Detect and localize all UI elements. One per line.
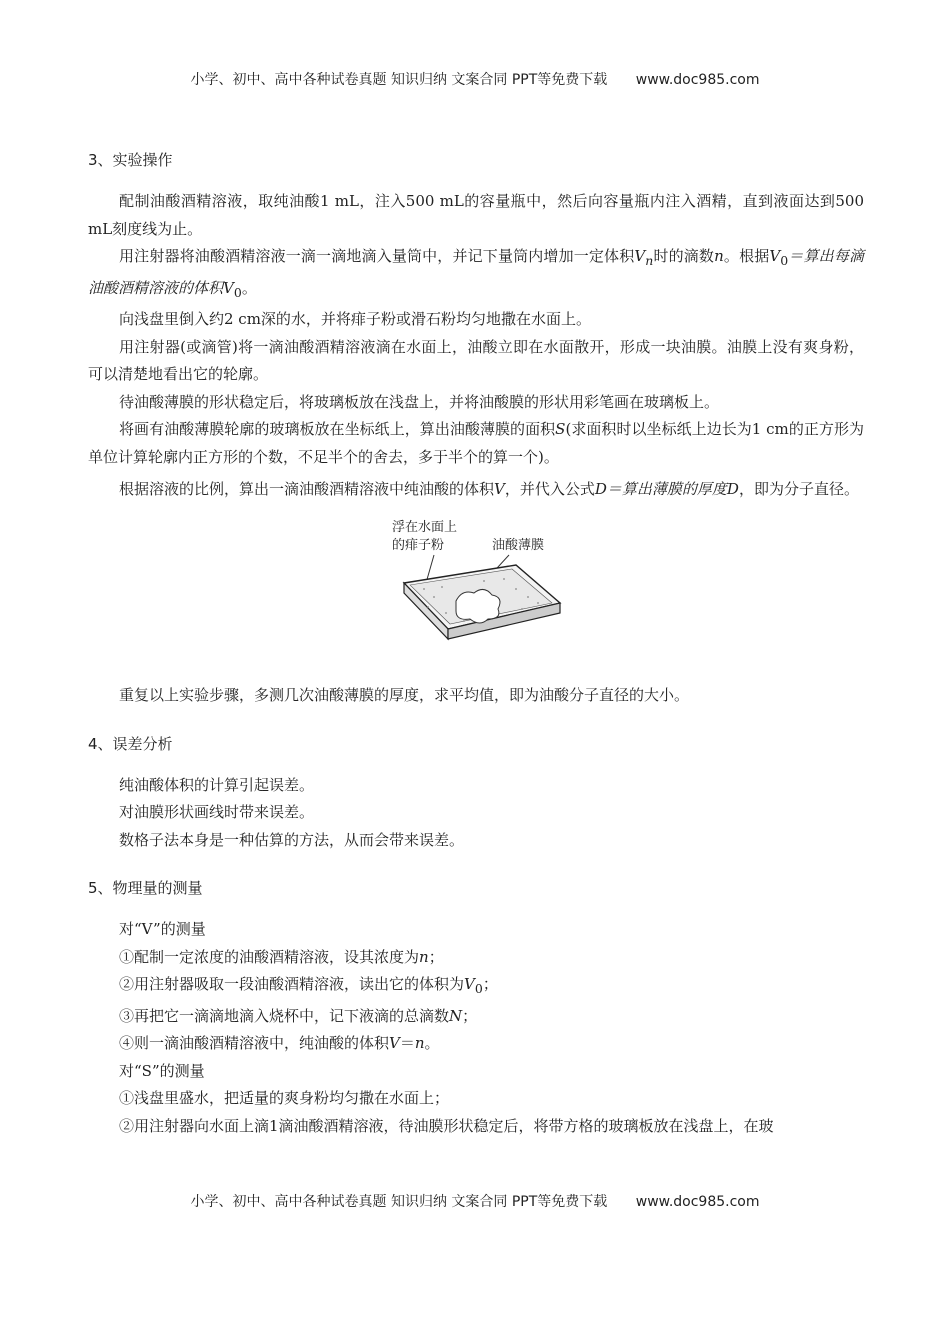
footer-text: 小学、初中、高中各种试卷真题 知识归纳 文案合同 PPT等免费下载 [190,1194,608,1210]
error-item-1: 纯油酸体积的计算引起误差。 [119,775,315,794]
section3-paragraph-7: 根据溶液的比例，算出一滴油酸酒精溶液中纯油酸的体积V，并代入公式D＝算出薄膜的厚度D，即为分子直径。 [119,480,859,498]
section3-paragraph-3: 向浅盘里倒入约2 cm深的水，并将痱子粉或滑石粉均匀地撒在水面上。 [119,310,591,328]
tray-illustration [392,517,564,667]
error-item-2: 对油膜形状画线时带来误差。 [119,803,315,821]
s-step-2: ②用注射器向水面上滴1滴油酸酒精溶液，待油膜形状稳定后，将带方格的玻璃板放在浅盘上，在玻 [119,1116,774,1135]
section3-paragraph-6: 将画有油酸薄膜轮廓的玻璃板放在坐标纸上，算出油酸薄膜的面积S(求面积时以坐标纸上边长为1 cm的正方形为单位计算轮廓内正方形的个数，不足半个的舍去，多于半个的算一个)。 [88,420,864,466]
section3-paragraph-2: 用注射器将油酸酒精溶液一滴一滴地滴入量筒中，并记下量筒内增加一定体积$V_n$时的滴数n。根据$V_0=$算出每滴油酸酒精溶液的体积$V_0$。 [88,247,864,300]
v-step-2: ②用注射器吸取一段油酸酒精溶液，读出它的体积为$V_0$； [119,975,498,996]
header-text: 小学、初中、高中各种试卷真题 知识归纳 文案合同 PPT等免费下载 [190,72,608,88]
header-url[interactable]: www.doc985.com [635,72,760,88]
oil-film-figure [88,517,864,682]
v-measure-title: 对“V”的测量 [119,920,206,938]
s-step-1: ①浅盘里盛水，把适量的爽身粉均匀撒在水面上； [119,1089,450,1107]
v-step-3: ③再把它一滴滴地滴入烧杯中，记下液滴的总滴数N； [119,1006,478,1025]
v-step-1: ①配制一定浓度的油酸酒精溶液，设其浓度为n； [119,947,444,966]
s-measure-title: 对“S”的测量 [119,1061,205,1080]
label-film: 油酸薄膜 [492,538,545,553]
error-item-3: 数格子法本身是一种估算的方法，从而会带来误差。 [119,830,465,849]
section3-paragraph-5: 待油酸薄膜的形状稳定后，将玻璃板放在浅盘上，并将油酸膜的形状用彩笔画在玻璃板上。 [119,392,720,411]
section5-title: 5、物理量的测量 [88,879,203,897]
section3-paragraph-1: 配制油酸酒精溶液，取纯油酸1 mL，注入500 mL的容量瓶中，然后向容量瓶内注入酒精，直到液面达到500 mL刻度线为止。 [88,192,864,238]
v-step-4: ④则一滴油酸酒精溶液中，纯油酸的体积V＝n。 [119,1034,440,1052]
label-powder-line1: 浮在水面上 [392,520,458,535]
label-powder-line2: 的痱子粉 [392,538,445,553]
section4-title: 4、误差分析 [88,734,173,753]
section3-paragraph-8: 重复以上实验步骤，多测几次油酸薄膜的厚度，求平均值，即为油酸分子直径的大小。 [119,686,690,704]
page-header [0,69,950,89]
document-body [88,140,864,1140]
footer-url[interactable]: www.doc985.com [635,1194,760,1210]
page-footer [0,1191,950,1211]
section3-title: 3、实验操作 [88,151,173,169]
section3-paragraph-4: 用注射器(或滴管)将一滴油酸酒精溶液滴在水面上，油酸立即在水面散开，形成一块油膜。油膜上没有爽身粉，可以清楚地看出它的轮廓。 [88,337,864,383]
